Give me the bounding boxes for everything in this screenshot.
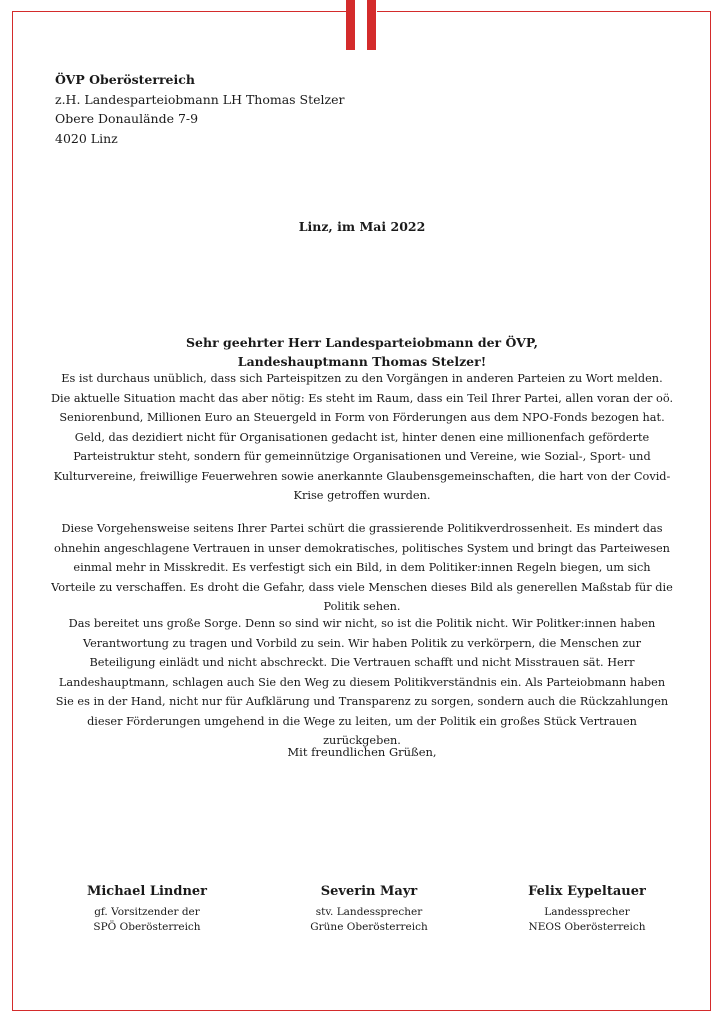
salutation (0, 333, 724, 371)
accent-bar-right (367, 0, 376, 50)
closing-greeting: Mit freundlichen Grüßen, (287, 745, 437, 759)
body-paragraph-3: Das bereitet uns große Sorge. Denn so sind wir nicht, so ist die Politik nicht. Wir Politker:innen haben Verantwortung zu tragen und Vorbild zu sein. Wir haben Politik zu verkörpern, die Menschen zur Beteiligung einlädt und nicht abschreckt. Die Vertrauen schafft und nicht Misstrauen sät. Herr Landeshauptmann, schlagen auch Sie den Weg zu diesem Politikverständnis ein. Als Parteiobmann haben Sie es in der Hand, nicht nur für Aufklärung und Transparenz zu sorgen, sondern auch die Rückzahlungen dieser Förderungen umgehend in die Wege zu leiten, um der Politik ein großes Stück Vertrauen zurückgeben. (55, 617, 669, 747)
signatory-2 (269, 884, 469, 935)
recipient-city: 4020 Linz (55, 130, 118, 146)
body-paragraph-2: Diese Vorgehensweise seitens Ihrer Partei schürt die grassierende Politikverdrossenheit. Es mindert das ohnehin angeschlagene Vertrauen in unser demokratisches, politisches System und bringt das Parteiwesen einmal mehr in Misskredit. Es verfestigt sich ein Bild, in dem Politiker:innen Regeln biegen, um sich Vorteile zu verschaffen. Es droht die Gefahr, dass viele Menschen dieses Bild als generellen Maßstab für die Politik sehen. (51, 522, 673, 613)
accent-bar-left (346, 0, 355, 50)
page-border (12, 11, 711, 1011)
signatory-name: Michael Lindner (86, 884, 208, 899)
salutation-line-2: Landeshauptmann Thomas Stelzer! (237, 354, 487, 369)
recipient-street: Obere Donaulände 7-9 (55, 111, 199, 126)
signatory-party: SPÖ Oberösterreich (93, 921, 201, 933)
signatory-1 (47, 884, 247, 935)
salutation-line-1: Sehr geehrter Herr Landesparteiobmann der ÖVP, (186, 335, 538, 350)
date-line: Linz, im Mai 2022 (298, 219, 426, 234)
recipient-address (55, 70, 345, 148)
body-paragraph-1: Es ist durchaus unüblich, dass sich Parteispitzen zu den Vorgängen in anderen Parteien zu Wort melden. Die aktuelle Situation macht das aber nötig: Es steht im Raum, dass ein Teil Ihrer Partei, allen voran der oö. Seniorenbund, Millionen Euro an Steuergeld in Form von Förderungen aus dem NPO-Fonds bezogen hat. Geld, das dezidiert nicht für Organisationen gedacht ist, hinter denen eine millionenfach geförderte Parteistruktur steht, sondern für gemeinnützige Organisationen und Vereine, wie Sozial-, Sport- und Kulturvereine, freiwillige Feuerwehren sowie anerkannte Glaubensgemeinschaften, die hart von der Covid-Krise getroffen wurden. (50, 372, 674, 502)
signatory-name: Felix Eypeltauer (528, 884, 646, 899)
recipient-attention: z.H. Landesparteiobmann LH Thomas Stelzer (55, 91, 345, 107)
recipient-organization: ÖVP Oberösterreich (55, 72, 195, 87)
signatory-name: Severin Mayr (320, 884, 418, 899)
signatory-party: Grüne Oberösterreich (310, 921, 428, 933)
signatory-3 (487, 884, 687, 935)
signatory-role: gf. Vorsitzender der (94, 906, 200, 918)
signatory-role: stv. Landessprecher (315, 906, 423, 918)
signatory-party: NEOS Oberösterreich (528, 921, 646, 933)
signatory-role: Landessprecher (544, 906, 630, 918)
